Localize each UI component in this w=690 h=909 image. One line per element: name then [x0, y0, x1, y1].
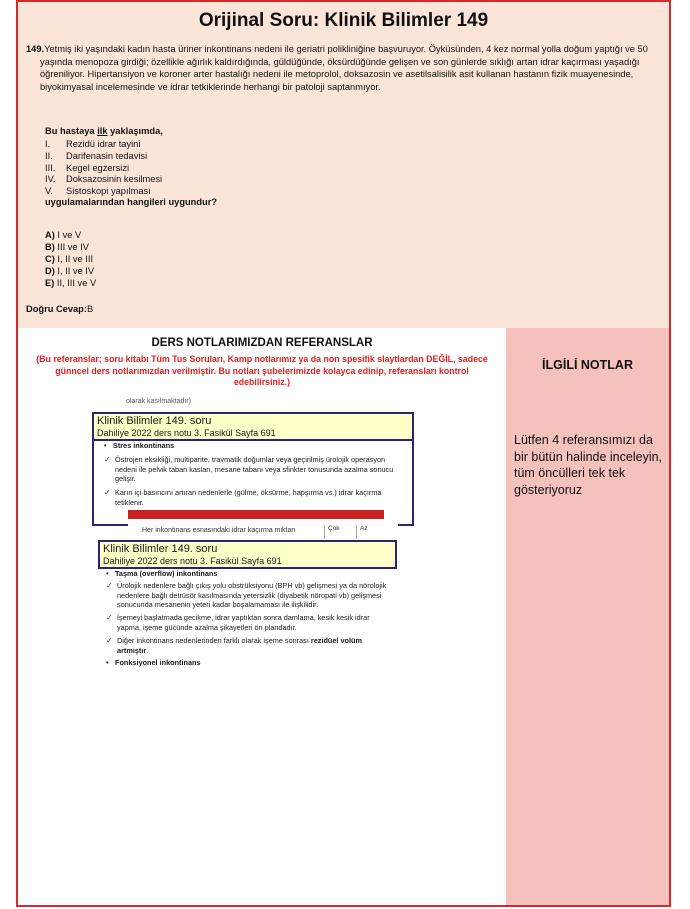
- premise-number: I.: [45, 139, 51, 149]
- page-frame: [16, 0, 671, 907]
- premise-text: Darifenasin tedavisi: [66, 150, 148, 161]
- intro-text-after: yaklaşımda,: [107, 126, 163, 136]
- notes-text: Lütfen 4 referansımızı da bir bütün halinde inceleyin, tüm öncülleri tek tek gösteriyoruz: [514, 433, 663, 497]
- check-point-bold: rezidüel volüm artmıştır: [117, 635, 362, 655]
- references-title: DERS NOTLARIMIZDAN REFERANSLAR: [151, 337, 373, 349]
- question-number: 149.: [26, 44, 45, 54]
- choice-text: I, II ve III: [57, 254, 94, 264]
- choice-text: I, II ve IV: [57, 266, 95, 276]
- choice-letter: E): [45, 278, 55, 288]
- intro-underlined-word: ilk: [97, 126, 108, 136]
- check-point: ✓ Karın içi basıncını artıran nedenlerle (gülme, öksürme, hapşırma vs.) idrar kaçırma tetiklenir.: [104, 488, 394, 508]
- label-source: Dahiliye 2022 ders notu 3. Fasikül Sayfa 691: [97, 428, 276, 438]
- choice-text: I ve V: [57, 230, 82, 240]
- question-tail: uygulamalarından hangileri uygundur?: [45, 197, 218, 207]
- label-title: Klinik Bilimler 149. soru: [97, 415, 212, 427]
- premise-number: IV.: [45, 174, 56, 185]
- premise-number: III.: [45, 162, 56, 173]
- premise-number: V.: [45, 186, 53, 197]
- premise-text: Kegel egzersizi: [66, 162, 130, 173]
- references-subtitle: (Bu referanslar; soru kitabı Tüm Tus Soruları, Kamp notlarımız ya da non spesifik slaytlardan DEĞİL, sadece günncel ders notlarımızdan verilmiştir. Bu notları şubelerimizde kolayca edinip, referansları kontrol edebilirsiniz.): [36, 354, 488, 387]
- premise-text: Sistoskopi yapılması: [66, 186, 151, 197]
- intro-text-before: Bu hastaya: [45, 126, 98, 136]
- check-point: ✓ İşemeyi başlatmada gecikme, idrar yaptıktan sonra damlama, kesik kesik idrar yapma, işeme gücünde azalma şikayetleri ön plandadır.: [106, 613, 394, 633]
- table-cell: Çok: [324, 525, 340, 539]
- notes-title: İLGİLİ NOTLAR: [542, 358, 633, 372]
- slide-next-heading: • Fonksiyonel inkontinans: [106, 658, 394, 668]
- slide-heading: • Stres inkontinans: [104, 441, 394, 451]
- slide-heading: • Taşma (overflow) inkontinans: [106, 569, 394, 579]
- choice-text: III ve IV: [57, 242, 89, 252]
- answer-value: B: [86, 304, 94, 314]
- check-point: ✓ Ürolojik nedenlere bağlı çıkış yolu obstrüksiyonu (BPH vb) gelişmesi ya da nörolojik nedenlere bağlı detrüsör kasılmasında yetersizlik (diyabetik nöropati vb) gelişmesi sonucunda mesanenin yeteri kadar boşalamaması ile ilişkilidir.: [106, 581, 394, 610]
- choice-letter: A): [45, 230, 55, 240]
- choice-letter: D): [45, 266, 55, 276]
- question-stem-text: Yetmiş iki yaşındaki kadın hasta üriner inkontinans nedeni ile geriatri polikliniğine başvuruyor. Öyküsünden, 4 kez normal yolla doğum yaptığı ve 50 yaşında menopoza girdiği; özellikle ağırlık kaldırdığında, güldüğünde, öksürdüğünde gelişen ve son günlerde sıklığı artan idrar kaçırması yaşadığı öğreniliyor. Hipertansiyon ve koroner arter hastalığı nedeni ile metoprolol, doksazosin ve asetilsalisilik asit kullanan hastanın fizik muayenesinde, biyokimyasal incelemesinde ve idrar tetkiklerinde herhangi bir patoloji saptanmıyor.: [40, 44, 648, 92]
- premise-text: Doksazosinin kesilmesi: [66, 174, 163, 185]
- premise-number: II.: [45, 150, 53, 161]
- choice-letter: C): [45, 254, 55, 264]
- table-row-label: Her inkontinans esnasındaki idrar kaçırma miktarı: [142, 527, 296, 534]
- label-source: Dahiliye 2022 ders notu 3. Fasikül Sayfa 691: [103, 556, 282, 566]
- premise-text: Rezidü idrar tayini: [66, 139, 141, 149]
- check-point-text: Diğer inkontinans nedenlerinden farklı olarak işeme sonrası: [117, 635, 311, 645]
- page-title: Orijinal Soru: Klinik Bilimler 149: [198, 10, 489, 31]
- label-title: Klinik Bilimler 149. soru: [103, 543, 218, 555]
- answer-label: Doğru Cevap:: [26, 304, 87, 314]
- check-point-end: .: [146, 645, 149, 655]
- table-cell: Az: [356, 525, 368, 539]
- choice-letter: B): [45, 242, 55, 252]
- choice-text: II, III ve V: [56, 278, 97, 288]
- check-point: ✓ Östrojen eksikliği, multiparite, travmatik doğumlar veya geçirilmiş ürolojik operasyon nedeni ile pelvik taban kasları, mesane tabanı veya sfinkter tonusunda azalma sonucu gelişir.: [104, 455, 394, 484]
- slide-cut-text: olarak kasılmaktadır): [126, 398, 191, 405]
